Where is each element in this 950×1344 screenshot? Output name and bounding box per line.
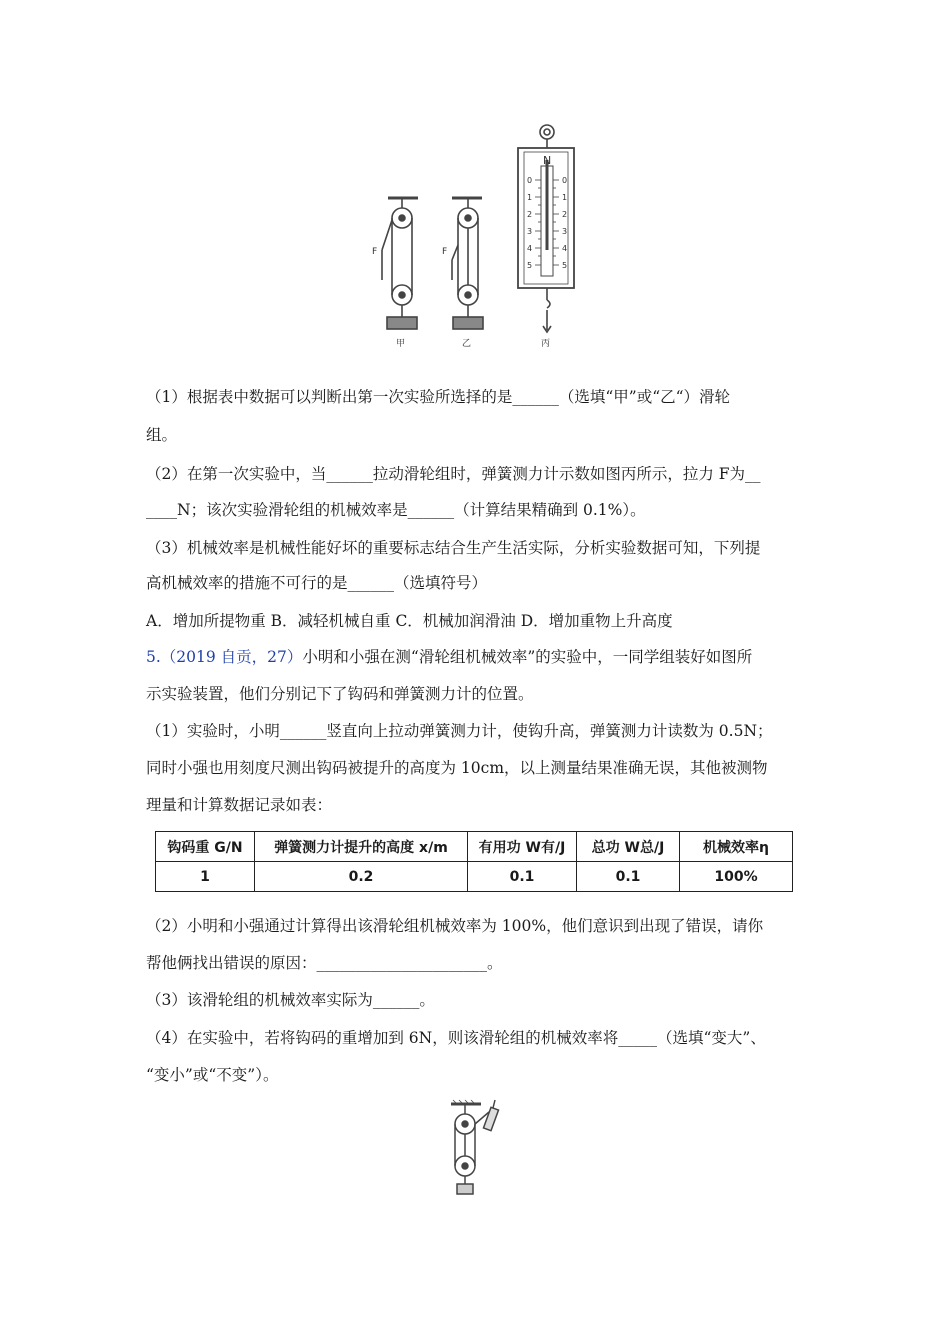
scale-tick-left-4: 4: [527, 244, 533, 253]
scale-unit-label: N: [543, 154, 552, 167]
pulley-figure-bottom: [445, 1098, 515, 1203]
table-header: 有用功 W有/J: [468, 832, 577, 862]
table-header: 钩码重 G/N: [156, 832, 255, 862]
q4-part2-line1: （2）在第一次实验中，当______拉动滑轮组时，弹簧测力计示数如图丙所示，拉力 F为__: [146, 465, 761, 483]
table-cell: 0.2: [255, 862, 468, 892]
table-cell: 0.1: [468, 862, 577, 892]
q5-intro-text: 小明和小强在测“滑轮组机械效率”的实验中，一同学组装好如图所: [302, 648, 753, 666]
scale-tick-left-1: 1: [527, 193, 533, 202]
q5-part4-line1: （4）在实验中，若将钩码的重增加到 6N，则该滑轮组的机械效率将_____（选填“变大”、: [146, 1029, 766, 1047]
table-header: 弹簧测力计提升的高度 x/m: [255, 832, 468, 862]
q5-intro-line1: [146, 647, 752, 667]
q5-part1-line3: 理量和计算数据记录如表：: [146, 796, 333, 814]
force-label-jia: F: [372, 247, 378, 257]
table-cell: 1: [156, 862, 255, 892]
scale-tick-left-0: 0: [527, 176, 533, 185]
q4-part1-line2: 组。: [146, 426, 178, 444]
table-row: [156, 862, 793, 892]
q5-intro-line2: 示实验装置，他们分别记下了钩码和弹簧测力计的位置。: [146, 685, 534, 703]
q5-part2-line1: （2）小明和小强通过计算得出该滑轮组机械效率为 100%，他们意识到出现了错误，请你: [146, 917, 764, 935]
scale-tick-left-5: 5: [527, 261, 533, 270]
q5-part1-line2: 同时小强也用刻度尺测出钩码被提升的高度为 10cm，以上测量结果准确无误，其他被测物: [146, 759, 768, 777]
scale-tick-right-3: 3: [562, 227, 568, 236]
scale-tick-left-2: 2: [527, 210, 533, 219]
q4-part3-line2: 高机械效率的措施不可行的是______（选填符号）: [146, 574, 488, 592]
scale-tick-right-1: 1: [562, 193, 568, 202]
label-bing: 丙: [541, 339, 551, 349]
q5-part1-line1: （1）实验时，小明______竖直向上拉动弹簧测力计，使钩升高，弹簧测力计读数为 0.5N；: [146, 722, 773, 740]
table-cell: 0.1: [577, 862, 680, 892]
table-header: 总功 W总/J: [577, 832, 680, 862]
q4-part1-line1: （1）根据表中数据可以判断出第一次实验所选择的是______（选填“甲”或“乙“）滑轮: [146, 388, 731, 406]
q5-source: 5.（2019 自贡，27）: [146, 648, 303, 666]
scale-tick-right-0: 0: [562, 176, 568, 185]
q5-part2-line2: 帮他俩找出错误的原因：______________________。: [146, 954, 503, 972]
scale-tick-right-5: 5: [562, 261, 568, 270]
table-cell: 100%: [680, 862, 793, 892]
pulley-figure-top: [360, 120, 590, 360]
force-label-yi: F: [442, 247, 448, 257]
q4-options: A．增加所提物重 B．减轻机械自重 C．机械加润滑油 D．增加重物上升高度: [146, 612, 673, 630]
table-header: 机械效率η: [680, 832, 793, 862]
q5-part3: （3）该滑轮组的机械效率实际为______。: [146, 991, 435, 1009]
data-table: [155, 831, 793, 892]
label-yi: 乙: [462, 339, 472, 349]
q4-part2-line2: ____N；该次实验滑轮组的机械效率是______（计算结果精确到 0.1%）。: [146, 501, 646, 519]
scale-tick-right-4: 4: [562, 244, 568, 253]
q5-part4-line2: “变小”或“不变”）。: [146, 1066, 279, 1084]
table-header-row: [156, 832, 793, 862]
scale-tick-left-3: 3: [527, 227, 533, 236]
q4-part3-line1: （3）机械效率是机械性能好坏的重要标志结合生产生活实际，分析实验数据可知，下列提: [146, 539, 761, 557]
scale-tick-right-2: 2: [562, 210, 568, 219]
label-jia: 甲: [396, 339, 406, 349]
